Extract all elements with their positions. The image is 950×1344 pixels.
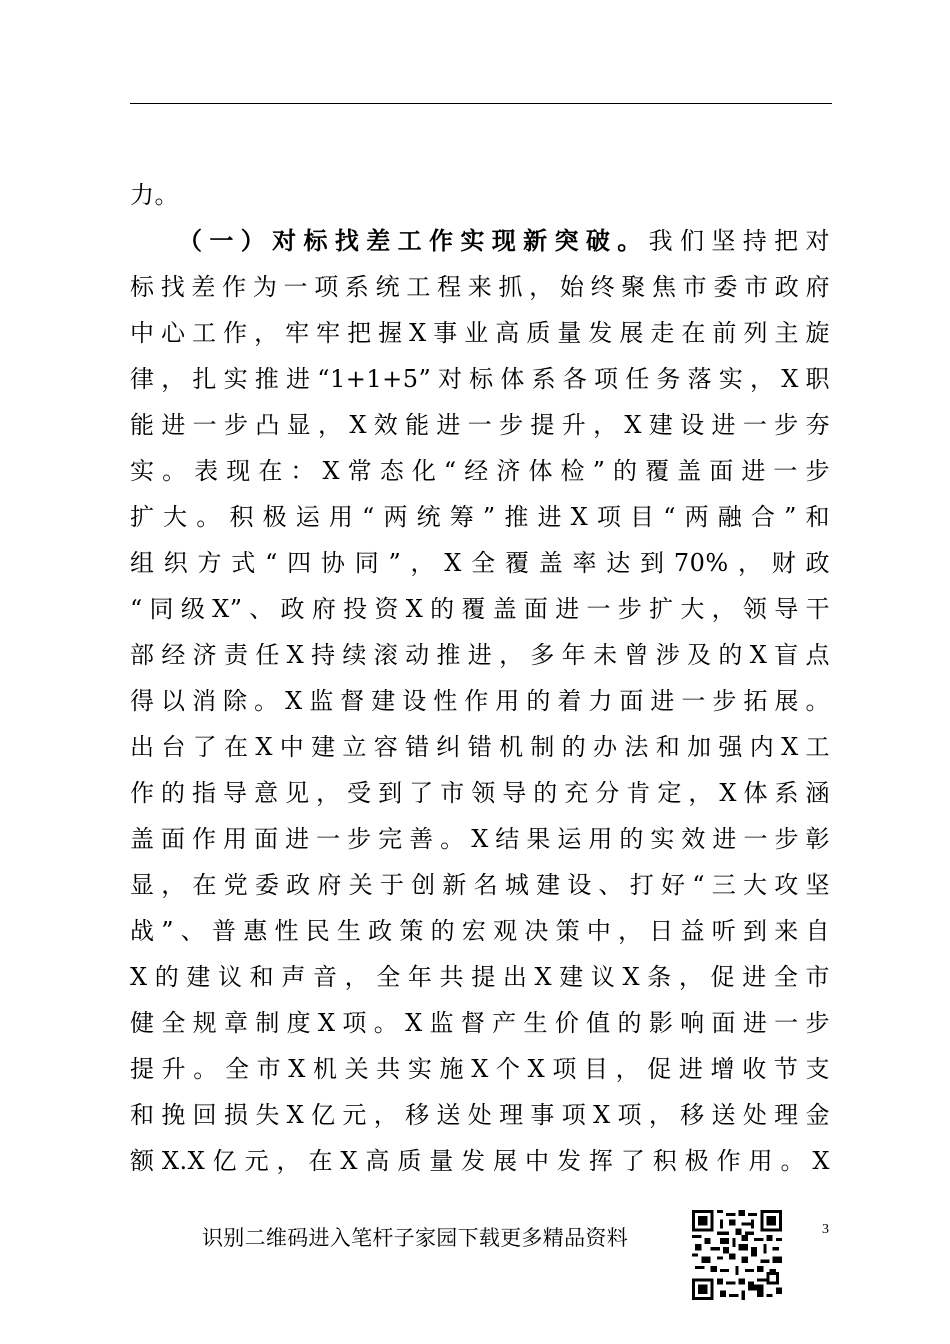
section-heading-line [130,218,830,264]
text-line: 提升。全市X机关共实施X个X项目，促进增收节支 [130,1055,830,1083]
heading-line-rest: 我们坚持把对 [648,227,830,255]
text-line: 标找差作为一项系统工程来抓，始终聚焦市委市政府 [130,273,830,301]
text-line: 健全规章制度X项。X监督产生价值的影响面进一步 [130,1009,830,1037]
text-line: 作的指导意见，受到了市领导的充分肯定，X体系涵 [130,779,830,807]
text-line: 显，在党委政府关于创新名城建设、打好“三大攻坚 [130,871,830,899]
text-line: “同级X”、政府投资X的覆盖面进一步扩大，领导干 [130,595,830,623]
text-line: 得以消除。X监督建设性作用的着力面进一步拓展。 [130,687,830,715]
text-line: 力。 [130,181,179,209]
text-line: 出台了在X中建立容错纠错机制的办法和加强内X工 [130,733,830,761]
text-line: 额X.X亿元，在X高质量发展中发挥了积极作用。X [130,1147,830,1175]
text-line: 部经济责任X持续滚动推进，多年未曾涉及的X盲点 [130,641,830,669]
text-line: 实。表现在：X常态化“经济体检”的覆盖面进一步 [130,457,830,485]
section-heading: （一）对标找差工作实现新突破。 [178,226,649,255]
text-line: 组织方式“四协同”，X全覆盖率达到70%，财政 [130,549,830,577]
text-line: 盖面作用面进一步完善。X结果运用的实效进一步彰 [130,825,830,853]
text-line: 中心工作，牢牢把握X事业高质量发展走在前列主旋 [130,319,830,347]
text-line: 战”、普惠性民生政策的宏观决策中，日益听到来自 [130,917,830,945]
text-line: 和挽回损失X亿元，移送处理事项X项，移送处理金 [130,1101,830,1129]
text-line: 能进一步凸显，X效能进一步提升，X建设进一步夯 [130,411,830,439]
body-text [130,172,830,1184]
text-line: X的建议和声音，全年共提出X建议X条，促进全市 [130,963,830,991]
page-number: 3 [822,1222,829,1237]
text-line: 扩大。积极运用“两统筹”推进X项目“两融合”和 [130,503,830,531]
header-rule [130,103,832,104]
footer-promo-text: 识别二维码进入笔杆子家园下载更多精品资料 [202,1226,628,1250]
text-line: 律，扎实推进“1+1+5”对标体系各项任务落实，X职 [130,365,830,393]
qr-code-icon[interactable] [692,1210,782,1300]
